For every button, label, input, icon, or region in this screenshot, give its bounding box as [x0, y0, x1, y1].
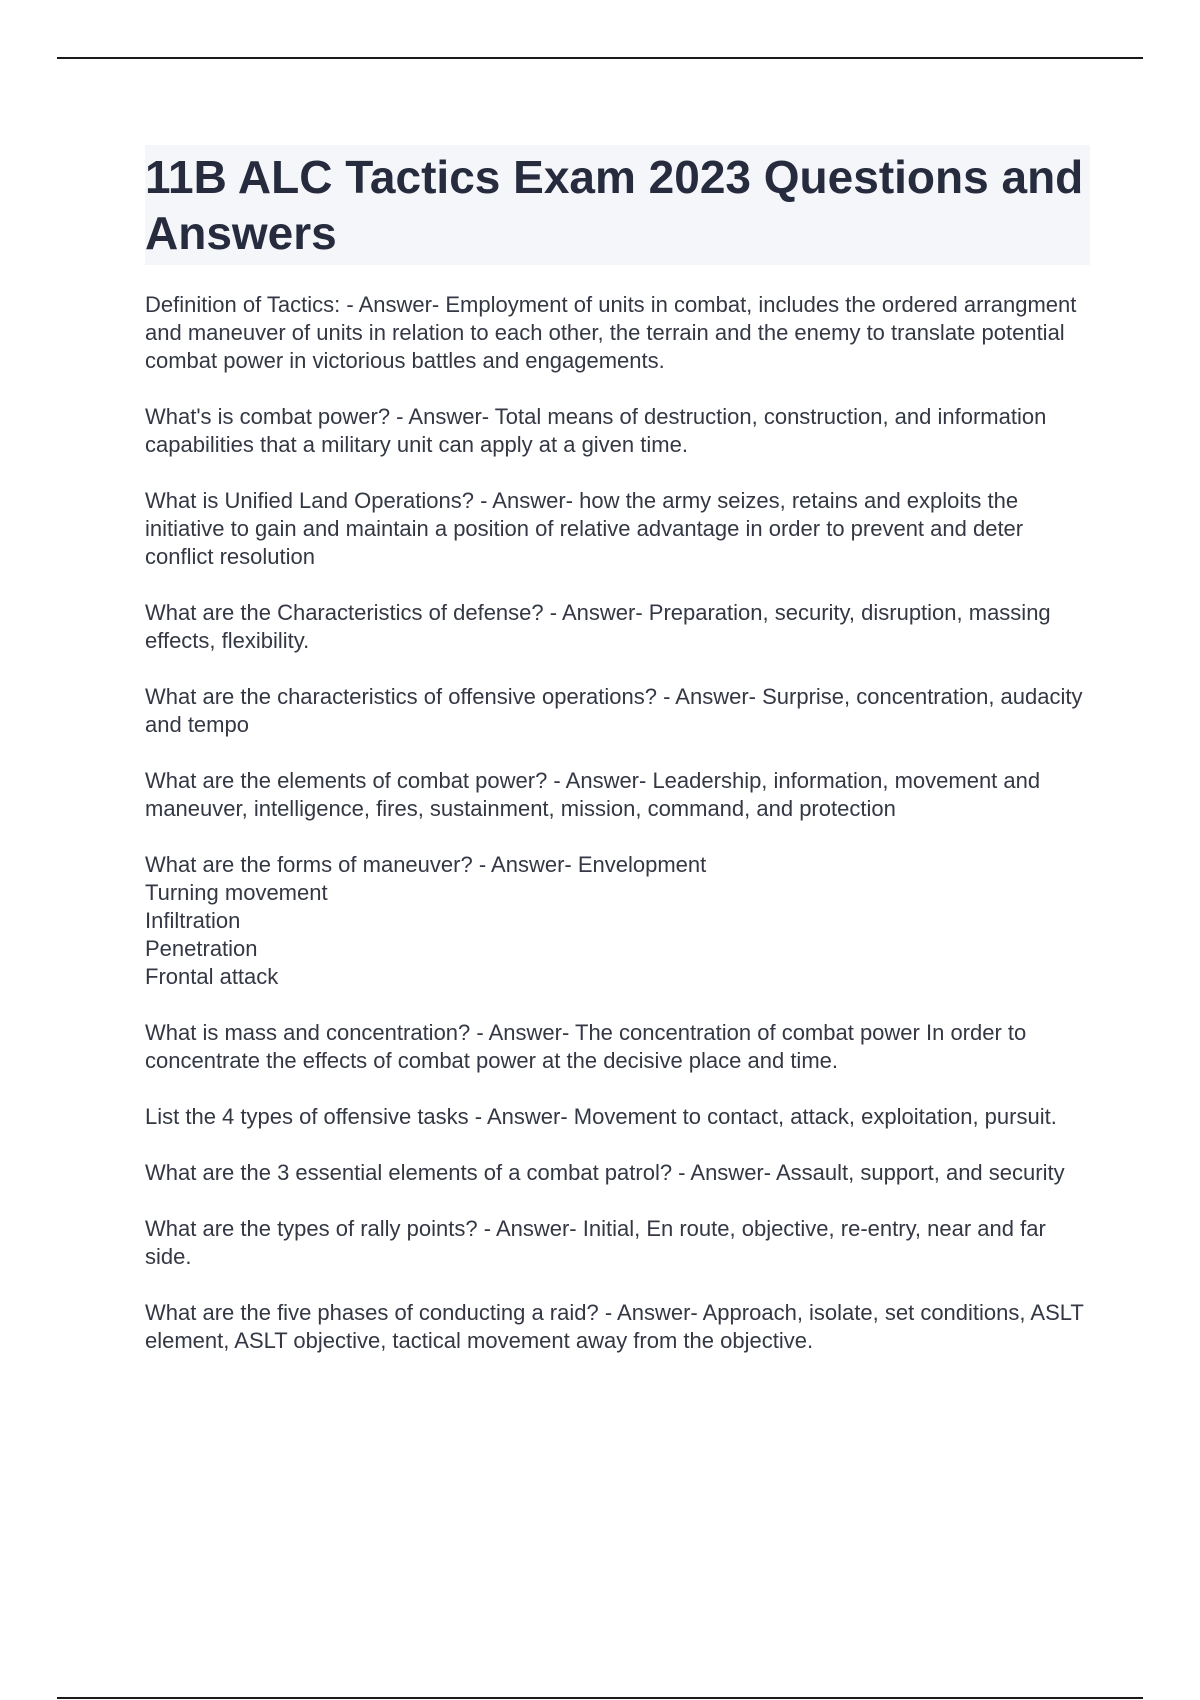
- qa-line: Penetration: [145, 936, 258, 961]
- qa-item: What's is combat power? - Answer- Total means of destruction, construction, and information capabilities that a military unit can apply at a given time.: [145, 404, 1047, 457]
- qa-line: Frontal attack: [145, 964, 279, 989]
- qa-item: List the 4 types of offensive tasks - Answer- Movement to contact, attack, exploitation, pursuit.: [145, 1104, 1057, 1129]
- qa-item: What are the five phases of conducting a raid? - Answer- Approach, isolate, set conditions, ASLT element, ASLT objective, tactical movement away from the objective.: [145, 1300, 1084, 1353]
- qa-item: What are the 3 essential elements of a combat patrol? - Answer- Assault, support, and security: [145, 1160, 1065, 1185]
- qa-item: What are the elements of combat power? - Answer- Leadership, information, movement and maneuver, intelligence, fires, sustainment, mission, command, and protection: [145, 768, 1041, 821]
- qa-line: Turning movement: [145, 880, 328, 905]
- document-title: 11B ALC Tactics Exam 2023 Questions and Answers: [145, 151, 1084, 259]
- qa-item: What is mass and concentration? - Answer- The concentration of combat power In order to concentrate the effects of combat power at the decisive place and time.: [145, 1020, 1027, 1073]
- qa-item: What are the Characteristics of defense? - Answer- Preparation, security, disruption, massing effects, flexibility.: [145, 600, 1051, 653]
- title-block: [145, 145, 1090, 265]
- qa-item: Definition of Tactics: - Answer- Employment of units in combat, includes the ordered arrangment and maneuver of units in relation to each other, the terrain and the enemy to translate potential combat power in victorious battles and engagements.: [145, 292, 1077, 373]
- qa-line: What are the forms of maneuver? - Answer- Envelopment: [145, 852, 707, 877]
- qa-item-multiline: [145, 851, 1090, 991]
- qa-line: Infiltration: [145, 908, 241, 933]
- qa-item: What are the types of rally points? - Answer- Initial, En route, objective, re-entry, near and far side.: [145, 1216, 1046, 1269]
- document-page: [145, 145, 1090, 1383]
- bottom-rule: [57, 1697, 1143, 1699]
- qa-item: What are the characteristics of offensive operations? - Answer- Surprise, concentration, audacity and tempo: [145, 684, 1083, 737]
- qa-item: What is Unified Land Operations? - Answer- how the army seizes, retains and exploits the initiative to gain and maintain a position of relative advantage in order to prevent and deter conflict resolution: [145, 488, 1024, 569]
- qa-list: [145, 291, 1090, 1355]
- top-rule: [57, 57, 1143, 59]
